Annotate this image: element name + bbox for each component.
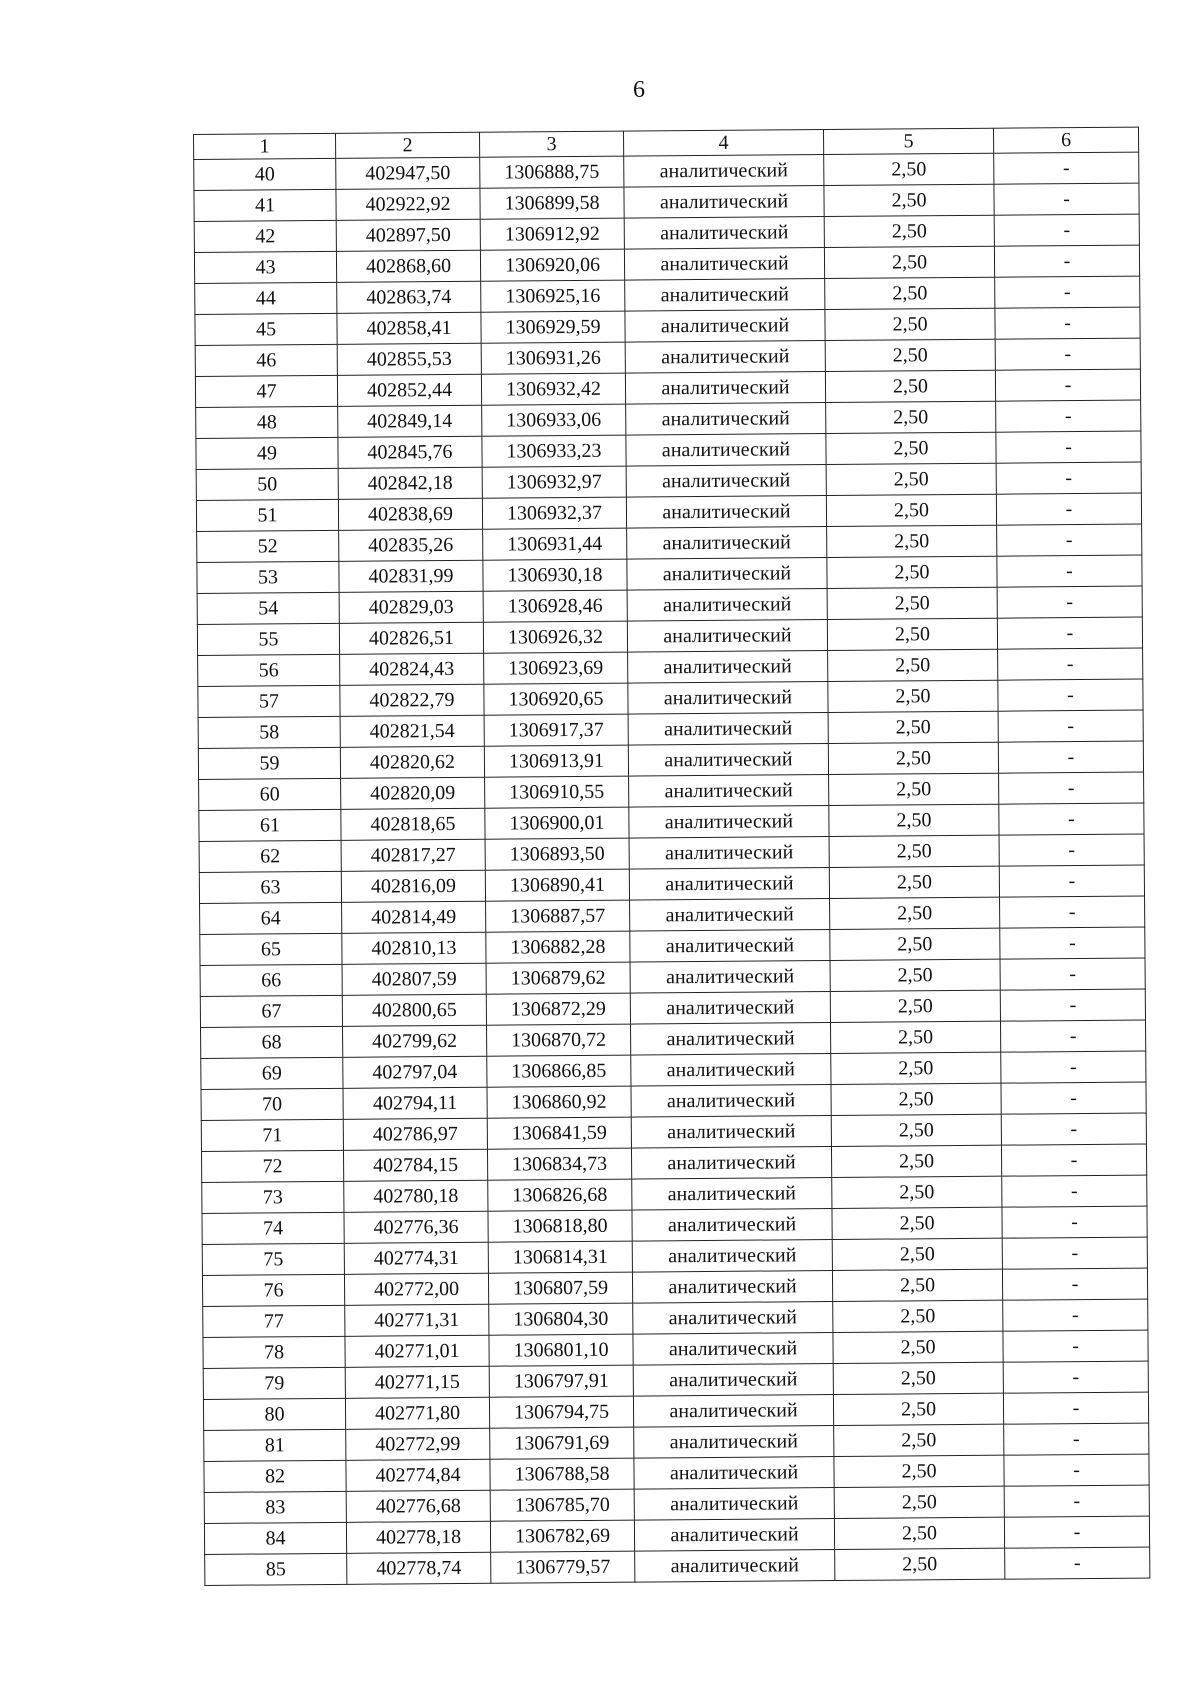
- method-cell: аналитический: [624, 248, 824, 281]
- method-cell: аналитический: [633, 1395, 833, 1428]
- method-cell: аналитический: [629, 775, 829, 808]
- method-cell: аналитический: [627, 620, 827, 653]
- method-cell: аналитический: [633, 1302, 833, 1335]
- x-coordinate-cell: 402771,15: [345, 1366, 489, 1398]
- point-number-cell: 65: [200, 933, 342, 965]
- accuracy-cell: 2,50: [827, 525, 997, 557]
- note-cell: -: [1002, 1237, 1147, 1269]
- accuracy-cell: 2,50: [833, 1331, 1003, 1363]
- point-number-cell: 44: [195, 282, 337, 314]
- x-coordinate-cell: 402863,74: [337, 281, 481, 313]
- x-coordinate-cell: 402797,04: [343, 1056, 487, 1088]
- x-coordinate-cell: 402835,26: [339, 529, 483, 561]
- x-coordinate-cell: 402824,43: [340, 653, 484, 685]
- note-cell: -: [996, 462, 1141, 494]
- method-cell: аналитический: [628, 713, 828, 746]
- note-cell: -: [994, 214, 1139, 246]
- x-coordinate-cell: 402897,50: [336, 219, 480, 251]
- note-cell: -: [1005, 1547, 1150, 1579]
- note-cell: -: [1000, 896, 1145, 928]
- point-number-cell: 64: [200, 902, 342, 934]
- x-coordinate-cell: 402776,36: [344, 1211, 488, 1243]
- point-number-cell: 48: [196, 406, 338, 438]
- note-cell: -: [998, 741, 1143, 773]
- point-number-cell: 57: [198, 685, 340, 717]
- point-number-cell: 83: [204, 1491, 346, 1523]
- y-coordinate-cell: 1306910,55: [485, 776, 629, 808]
- note-cell: -: [996, 493, 1141, 525]
- y-coordinate-cell: 1306932,37: [482, 497, 626, 529]
- note-cell: -: [997, 555, 1142, 587]
- method-cell: аналитический: [632, 1178, 832, 1211]
- y-coordinate-cell: 1306917,37: [484, 714, 628, 746]
- method-cell: аналитический: [630, 961, 830, 994]
- note-cell: -: [995, 307, 1140, 339]
- accuracy-cell: 2,50: [829, 866, 999, 898]
- point-number-cell: 52: [197, 530, 339, 562]
- accuracy-cell: 2,50: [831, 1083, 1001, 1115]
- y-coordinate-cell: 1306932,97: [482, 466, 626, 498]
- note-cell: -: [996, 400, 1141, 432]
- y-coordinate-cell: 1306866,85: [487, 1055, 631, 1087]
- x-coordinate-cell: 402772,99: [346, 1428, 490, 1460]
- method-cell: аналитический: [629, 806, 829, 839]
- x-coordinate-cell: 402838,69: [338, 498, 482, 530]
- note-cell: -: [994, 152, 1139, 184]
- point-number-cell: 67: [200, 995, 342, 1027]
- note-cell: -: [1001, 1082, 1146, 1114]
- y-coordinate-cell: 1306791,69: [490, 1427, 634, 1459]
- accuracy-cell: 2,50: [828, 711, 998, 743]
- note-cell: -: [998, 710, 1143, 742]
- accuracy-cell: 2,50: [830, 959, 1000, 991]
- method-cell: аналитический: [628, 682, 828, 715]
- method-cell: аналитический: [630, 899, 830, 932]
- accuracy-cell: 2,50: [834, 1517, 1004, 1549]
- note-cell: -: [997, 524, 1142, 556]
- point-number-cell: 63: [199, 871, 341, 903]
- accuracy-cell: 2,50: [834, 1486, 1004, 1518]
- x-coordinate-cell: 402829,03: [339, 591, 483, 623]
- method-cell: аналитический: [626, 434, 826, 467]
- y-coordinate-cell: 1306930,18: [483, 559, 627, 591]
- method-cell: аналитический: [627, 558, 827, 591]
- method-cell: аналитический: [624, 155, 824, 188]
- column-header-2: 2: [335, 132, 479, 158]
- x-coordinate-cell: 402820,09: [341, 777, 485, 809]
- point-number-cell: 84: [204, 1522, 346, 1554]
- method-cell: аналитический: [631, 1085, 831, 1118]
- point-number-cell: 79: [203, 1367, 345, 1399]
- y-coordinate-cell: 1306794,75: [489, 1396, 633, 1428]
- accuracy-cell: 2,50: [829, 835, 999, 867]
- y-coordinate-cell: 1306913,91: [484, 745, 628, 777]
- y-coordinate-cell: 1306925,16: [481, 280, 625, 312]
- note-cell: -: [1002, 1268, 1147, 1300]
- note-cell: -: [1002, 1206, 1147, 1238]
- method-cell: аналитический: [631, 1116, 831, 1149]
- coordinates-table: [193, 127, 1150, 1586]
- method-cell: аналитический: [634, 1519, 834, 1552]
- point-number-cell: 40: [194, 158, 336, 190]
- y-coordinate-cell: 1306797,91: [489, 1365, 633, 1397]
- note-cell: -: [1002, 1175, 1147, 1207]
- note-cell: -: [1001, 1051, 1146, 1083]
- y-coordinate-cell: 1306807,59: [488, 1272, 632, 1304]
- accuracy-cell: 2,50: [830, 990, 1000, 1022]
- note-cell: -: [997, 617, 1142, 649]
- y-coordinate-cell: 1306912,92: [480, 218, 624, 250]
- accuracy-cell: 2,50: [830, 1021, 1000, 1053]
- note-cell: -: [1003, 1299, 1148, 1331]
- column-header-1: 1: [194, 133, 336, 159]
- note-cell: -: [1000, 1020, 1145, 1052]
- accuracy-cell: 2,50: [835, 1548, 1005, 1580]
- point-number-cell: 73: [202, 1181, 344, 1213]
- point-number-cell: 46: [195, 344, 337, 376]
- point-number-cell: 77: [203, 1305, 345, 1337]
- point-number-cell: 45: [195, 313, 337, 345]
- accuracy-cell: 2,50: [828, 680, 998, 712]
- y-coordinate-cell: 1306931,44: [483, 528, 627, 560]
- point-number-cell: 72: [201, 1150, 343, 1182]
- accuracy-cell: 2,50: [825, 308, 995, 340]
- note-cell: -: [1000, 927, 1145, 959]
- note-cell: -: [1003, 1361, 1148, 1393]
- x-coordinate-cell: 402922,92: [336, 188, 480, 220]
- method-cell: аналитический: [630, 992, 830, 1025]
- x-coordinate-cell: 402771,80: [345, 1397, 489, 1429]
- x-coordinate-cell: 402947,50: [336, 157, 480, 189]
- y-coordinate-cell: 1306899,58: [480, 187, 624, 219]
- accuracy-cell: 2,50: [828, 742, 998, 774]
- point-number-cell: 51: [196, 499, 338, 531]
- point-number-cell: 82: [204, 1460, 346, 1492]
- point-number-cell: 41: [194, 189, 336, 221]
- point-number-cell: 50: [196, 468, 338, 500]
- x-coordinate-cell: 402784,15: [343, 1149, 487, 1181]
- point-number-cell: 74: [202, 1212, 344, 1244]
- method-cell: аналитический: [634, 1488, 834, 1521]
- x-coordinate-cell: 402786,97: [343, 1118, 487, 1150]
- x-coordinate-cell: 402771,31: [345, 1304, 489, 1336]
- accuracy-cell: 2,50: [829, 773, 999, 805]
- note-cell: -: [996, 431, 1141, 463]
- note-cell: -: [999, 834, 1144, 866]
- note-cell: -: [1003, 1392, 1148, 1424]
- y-coordinate-cell: 1306888,75: [480, 156, 624, 188]
- point-number-cell: 47: [195, 375, 337, 407]
- accuracy-cell: 2,50: [825, 277, 995, 309]
- accuracy-cell: 2,50: [831, 1052, 1001, 1084]
- method-cell: аналитический: [625, 372, 825, 405]
- method-cell: аналитический: [626, 496, 826, 529]
- accuracy-cell: 2,50: [832, 1238, 1002, 1270]
- method-cell: аналитический: [633, 1364, 833, 1397]
- y-coordinate-cell: 1306814,31: [488, 1241, 632, 1273]
- note-cell: -: [1003, 1330, 1148, 1362]
- x-coordinate-cell: 402799,62: [343, 1025, 487, 1057]
- table-body: [194, 152, 1150, 1585]
- method-cell: аналитический: [632, 1240, 832, 1273]
- y-coordinate-cell: 1306870,72: [487, 1024, 631, 1056]
- method-cell: аналитический: [624, 186, 824, 219]
- method-cell: аналитический: [631, 1023, 831, 1056]
- accuracy-cell: 2,50: [824, 215, 994, 247]
- point-number-cell: 76: [202, 1274, 344, 1306]
- column-header-4: 4: [623, 130, 823, 157]
- x-coordinate-cell: 402820,62: [340, 746, 484, 778]
- accuracy-cell: 2,50: [827, 618, 997, 650]
- y-coordinate-cell: 1306834,73: [487, 1148, 631, 1180]
- method-cell: аналитический: [627, 589, 827, 622]
- table-row: [205, 1547, 1150, 1585]
- point-number-cell: 70: [201, 1088, 343, 1120]
- point-number-cell: 49: [196, 437, 338, 469]
- note-cell: -: [995, 338, 1140, 370]
- method-cell: аналитический: [632, 1271, 832, 1304]
- note-cell: -: [994, 183, 1139, 215]
- y-coordinate-cell: 1306860,92: [487, 1086, 631, 1118]
- method-cell: аналитический: [625, 341, 825, 374]
- method-cell: аналитический: [632, 1209, 832, 1242]
- column-header-5: 5: [823, 128, 993, 154]
- accuracy-cell: 2,50: [828, 649, 998, 681]
- y-coordinate-cell: 1306882,28: [486, 931, 630, 963]
- point-number-cell: 59: [198, 747, 340, 779]
- accuracy-cell: 2,50: [826, 494, 996, 526]
- accuracy-cell: 2,50: [827, 587, 997, 619]
- point-number-cell: 42: [194, 220, 336, 252]
- accuracy-cell: 2,50: [829, 804, 999, 836]
- x-coordinate-cell: 402831,99: [339, 560, 483, 592]
- column-header-6: 6: [993, 127, 1138, 153]
- y-coordinate-cell: 1306785,70: [490, 1489, 634, 1521]
- point-number-cell: 80: [203, 1398, 345, 1430]
- y-coordinate-cell: 1306900,01: [485, 807, 629, 839]
- method-cell: аналитический: [625, 310, 825, 343]
- point-number-cell: 60: [199, 778, 341, 810]
- x-coordinate-cell: 402807,59: [342, 963, 486, 995]
- point-number-cell: 56: [198, 654, 340, 686]
- x-coordinate-cell: 402818,65: [341, 808, 485, 840]
- y-coordinate-cell: 1306920,06: [480, 249, 624, 281]
- method-cell: аналитический: [626, 465, 826, 498]
- accuracy-cell: 2,50: [832, 1176, 1002, 1208]
- method-cell: аналитический: [624, 217, 824, 250]
- x-coordinate-cell: 402810,13: [342, 932, 486, 964]
- x-coordinate-cell: 402821,54: [340, 715, 484, 747]
- x-coordinate-cell: 402816,09: [341, 870, 485, 902]
- x-coordinate-cell: 402800,65: [342, 994, 486, 1026]
- note-cell: -: [997, 586, 1142, 618]
- point-number-cell: 78: [203, 1336, 345, 1368]
- accuracy-cell: 2,50: [834, 1455, 1004, 1487]
- x-coordinate-cell: 402817,27: [341, 839, 485, 871]
- y-coordinate-cell: 1306923,69: [484, 652, 628, 684]
- note-cell: -: [1000, 989, 1145, 1021]
- y-coordinate-cell: 1306929,59: [481, 311, 625, 343]
- x-coordinate-cell: 402842,18: [338, 467, 482, 499]
- accuracy-cell: 2,50: [830, 897, 1000, 929]
- y-coordinate-cell: 1306920,65: [484, 683, 628, 715]
- x-coordinate-cell: 402868,60: [336, 250, 480, 282]
- accuracy-cell: 2,50: [825, 370, 995, 402]
- column-header-3: 3: [479, 131, 623, 157]
- page-number: 6: [633, 77, 645, 103]
- accuracy-cell: 2,50: [824, 184, 994, 216]
- method-cell: аналитический: [629, 837, 829, 870]
- y-coordinate-cell: 1306890,41: [485, 869, 629, 901]
- method-cell: аналитический: [634, 1426, 834, 1459]
- note-cell: -: [999, 772, 1144, 804]
- point-number-cell: 81: [204, 1429, 346, 1461]
- accuracy-cell: 2,50: [831, 1114, 1001, 1146]
- accuracy-cell: 2,50: [832, 1269, 1002, 1301]
- x-coordinate-cell: 402855,53: [337, 343, 481, 375]
- note-cell: -: [1001, 1113, 1146, 1145]
- point-number-cell: 62: [199, 840, 341, 872]
- x-coordinate-cell: 402858,41: [337, 312, 481, 344]
- accuracy-cell: 2,50: [825, 339, 995, 371]
- x-coordinate-cell: 402826,51: [339, 622, 483, 654]
- accuracy-cell: 2,50: [827, 556, 997, 588]
- y-coordinate-cell: 1306879,62: [486, 962, 630, 994]
- y-coordinate-cell: 1306928,46: [483, 590, 627, 622]
- accuracy-cell: 2,50: [831, 1145, 1001, 1177]
- y-coordinate-cell: 1306872,29: [486, 993, 630, 1025]
- note-cell: -: [999, 865, 1144, 897]
- note-cell: -: [994, 245, 1139, 277]
- x-coordinate-cell: 402771,01: [345, 1335, 489, 1367]
- accuracy-cell: 2,50: [833, 1393, 1003, 1425]
- point-number-cell: 61: [199, 809, 341, 841]
- method-cell: аналитический: [631, 1054, 831, 1087]
- accuracy-cell: 2,50: [832, 1207, 1002, 1239]
- note-cell: -: [998, 679, 1143, 711]
- point-number-cell: 58: [198, 716, 340, 748]
- method-cell: аналитический: [633, 1333, 833, 1366]
- note-cell: -: [1004, 1485, 1149, 1517]
- y-coordinate-cell: 1306926,32: [483, 621, 627, 653]
- accuracy-cell: 2,50: [833, 1300, 1003, 1332]
- x-coordinate-cell: 402849,14: [338, 405, 482, 437]
- y-coordinate-cell: 1306841,59: [487, 1117, 631, 1149]
- method-cell: аналитический: [634, 1457, 834, 1490]
- x-coordinate-cell: 402772,00: [344, 1273, 488, 1305]
- point-number-cell: 43: [194, 251, 336, 283]
- method-cell: аналитический: [628, 651, 828, 684]
- y-coordinate-cell: 1306932,42: [481, 373, 625, 405]
- note-cell: -: [995, 369, 1140, 401]
- accuracy-cell: 2,50: [824, 153, 994, 185]
- x-coordinate-cell: 402776,68: [346, 1490, 490, 1522]
- accuracy-cell: 2,50: [830, 928, 1000, 960]
- x-coordinate-cell: 402814,49: [342, 901, 486, 933]
- note-cell: -: [1004, 1423, 1149, 1455]
- x-coordinate-cell: 402852,44: [337, 374, 481, 406]
- x-coordinate-cell: 402822,79: [340, 684, 484, 716]
- method-cell: аналитический: [630, 930, 830, 963]
- y-coordinate-cell: 1306801,10: [489, 1334, 633, 1366]
- note-cell: -: [1000, 958, 1145, 990]
- y-coordinate-cell: 1306931,26: [481, 342, 625, 374]
- point-number-cell: 55: [197, 623, 339, 655]
- method-cell: аналитический: [628, 744, 828, 777]
- x-coordinate-cell: 402774,31: [344, 1242, 488, 1274]
- note-cell: -: [1001, 1144, 1146, 1176]
- y-coordinate-cell: 1306893,50: [485, 838, 629, 870]
- y-coordinate-cell: 1306933,23: [482, 435, 626, 467]
- y-coordinate-cell: 1306782,69: [490, 1520, 634, 1552]
- method-cell: аналитический: [625, 279, 825, 312]
- x-coordinate-cell: 402778,18: [346, 1521, 490, 1553]
- note-cell: -: [998, 648, 1143, 680]
- y-coordinate-cell: 1306818,80: [488, 1210, 632, 1242]
- accuracy-cell: 2,50: [824, 246, 994, 278]
- note-cell: -: [999, 803, 1144, 835]
- y-coordinate-cell: 1306826,68: [488, 1179, 632, 1211]
- y-coordinate-cell: 1306933,06: [482, 404, 626, 436]
- y-coordinate-cell: 1306788,58: [490, 1458, 634, 1490]
- note-cell: -: [1004, 1516, 1149, 1548]
- point-number-cell: 85: [205, 1553, 347, 1585]
- x-coordinate-cell: 402780,18: [344, 1180, 488, 1212]
- method-cell: аналитический: [627, 527, 827, 560]
- point-number-cell: 53: [197, 561, 339, 593]
- point-number-cell: 69: [201, 1057, 343, 1089]
- y-coordinate-cell: 1306779,57: [491, 1551, 635, 1583]
- y-coordinate-cell: 1306804,30: [489, 1303, 633, 1335]
- x-coordinate-cell: 402845,76: [338, 436, 482, 468]
- accuracy-cell: 2,50: [826, 463, 996, 495]
- method-cell: аналитический: [629, 868, 829, 901]
- point-number-cell: 54: [197, 592, 339, 624]
- point-number-cell: 68: [201, 1026, 343, 1058]
- method-cell: аналитический: [626, 403, 826, 436]
- accuracy-cell: 2,50: [826, 432, 996, 464]
- note-cell: -: [1004, 1454, 1149, 1486]
- x-coordinate-cell: 402778,74: [347, 1552, 491, 1584]
- accuracy-cell: 2,50: [834, 1424, 1004, 1456]
- note-cell: -: [995, 276, 1140, 308]
- point-number-cell: 71: [201, 1119, 343, 1151]
- x-coordinate-cell: 402794,11: [343, 1087, 487, 1119]
- accuracy-cell: 2,50: [833, 1362, 1003, 1394]
- point-number-cell: 66: [200, 964, 342, 996]
- y-coordinate-cell: 1306887,57: [486, 900, 630, 932]
- method-cell: аналитический: [635, 1550, 835, 1583]
- point-number-cell: 75: [202, 1243, 344, 1275]
- method-cell: аналитический: [631, 1147, 831, 1180]
- accuracy-cell: 2,50: [826, 401, 996, 433]
- x-coordinate-cell: 402774,84: [346, 1459, 490, 1491]
